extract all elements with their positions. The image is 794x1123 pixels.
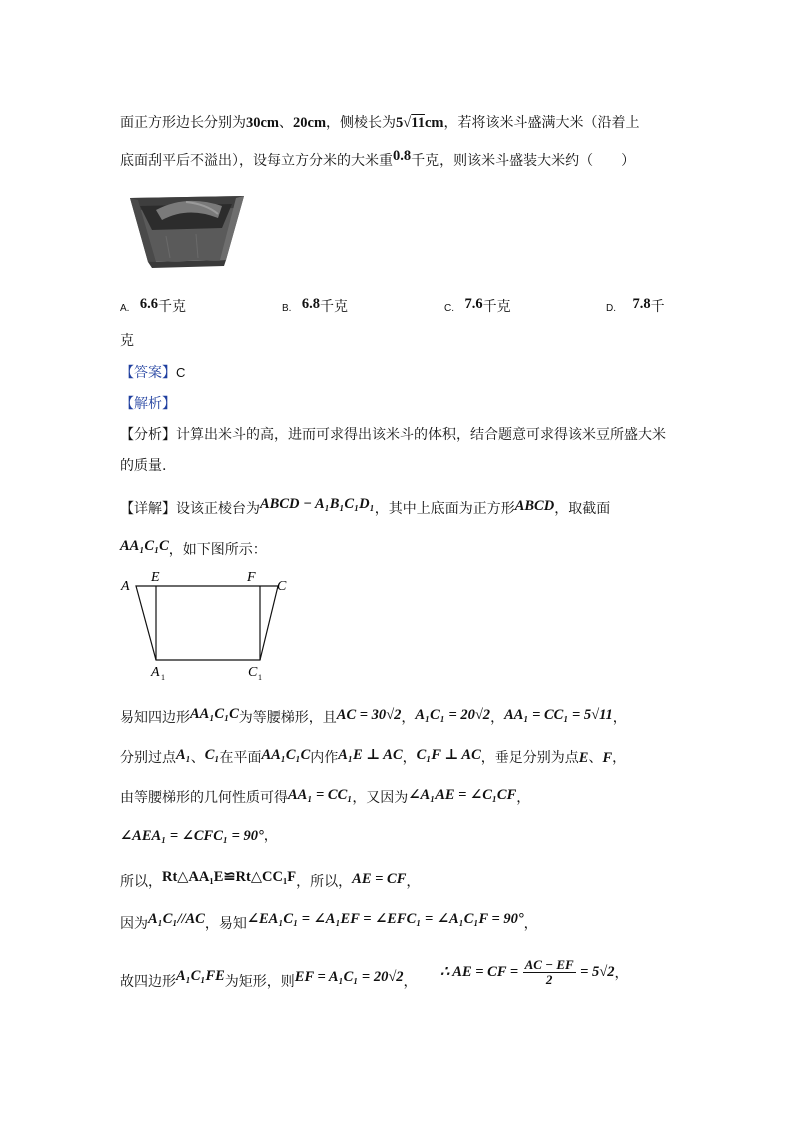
math: AE = CF (352, 871, 407, 887)
math: ∴ AE = CF = (440, 964, 519, 980)
question-text: 面正方形边长分别为 (120, 115, 246, 131)
math: ∠AEA₁ = ∠CFC₁ = 90° (120, 828, 264, 844)
answer-tag: 【答案】 (120, 365, 176, 381)
fraction-numerator: AC − EF (524, 957, 574, 972)
text: 为等腰梯形，且 (238, 710, 337, 726)
text: ， (406, 874, 421, 890)
text: ， (523, 916, 538, 932)
fenxi-tag: 【分析】 (120, 427, 176, 443)
label-a1: A (151, 665, 160, 680)
option-d (606, 297, 665, 319)
text: ，又因为 (352, 790, 409, 806)
math: Rt△AA₁E≌Rt△CC₁F (162, 869, 297, 885)
xiangjie-tag: 【详解】 (120, 501, 176, 517)
bottom-edge-length: 20cm (293, 115, 327, 131)
option-unit: 千克 (158, 299, 187, 315)
text: ，其中上底面为正方形 (374, 501, 515, 517)
section-name: AA₁C₁C (120, 538, 169, 554)
text: ， (516, 790, 531, 806)
fenxi-text: 计算出米斗的高，进而可求得出该米斗的体积，结合题意可求得该米豆所盛大米 (176, 427, 666, 443)
label-f: F (247, 570, 256, 585)
text: ， (263, 828, 278, 844)
math: A₁ (176, 747, 191, 763)
text: 由等腰梯形的几何性质可得 (120, 790, 288, 806)
analysis-heading (120, 394, 176, 414)
option-unit: 千克 (320, 299, 349, 315)
step-7 (120, 968, 418, 992)
text: 易知四边形 (120, 710, 190, 726)
option-letter: D. (606, 303, 616, 314)
option-letter: C. (444, 303, 454, 314)
text: 所以， (120, 874, 162, 890)
text: 故四边形 (120, 974, 176, 990)
step-4 (120, 826, 278, 846)
text: 分别过点 (120, 750, 176, 766)
step-2 (120, 748, 626, 768)
trapezoid-diagram (118, 570, 298, 682)
option-unit: 千 (650, 299, 665, 315)
math: A₁C₁ = 20√2 (415, 707, 491, 723)
step-3 (120, 788, 530, 808)
step-1 (120, 708, 627, 728)
square-name: ABCD (514, 498, 555, 514)
option-b (282, 297, 348, 319)
text: ， (402, 750, 417, 766)
xiangjie-line-2 (120, 540, 267, 560)
answer-line (120, 363, 185, 383)
text: 在平面 (219, 750, 262, 766)
separator: 、 (279, 115, 294, 131)
math: EF = A₁C₁ = 20√2 (294, 969, 404, 985)
xiangjie-line-1 (120, 496, 611, 519)
analysis-tag: 【解析】 (120, 396, 176, 412)
math: AA₁ = CC₁ (288, 787, 353, 803)
fenxi-line-2: 的质量. (120, 458, 167, 474)
text: 设该正棱台为 (176, 501, 260, 517)
math: E (578, 750, 589, 766)
sqrt-sign: √ (403, 115, 412, 131)
answer-value: C (176, 365, 186, 380)
text: ，如下图所示： (168, 542, 267, 558)
math: C₁F ⊥ AC (416, 747, 481, 763)
option-value: 6.8 (301, 296, 321, 312)
rice-bucket-photo (126, 188, 248, 270)
text: 、 (588, 750, 603, 766)
text: ，易知 (204, 916, 247, 932)
text: ， (401, 710, 416, 726)
fenxi-line-1 (120, 425, 666, 445)
math: A₁E ⊥ AC (338, 747, 403, 763)
label-a1-sub: 1 (161, 673, 165, 682)
text: ，取截面 (554, 501, 611, 517)
rice-weight: 0.8 (393, 148, 412, 164)
text: ，所以， (296, 874, 353, 890)
edge-coef: 5 (396, 115, 404, 131)
option-letter: A. (120, 303, 130, 314)
math: ∠EA₁C₁ = ∠A₁EF = ∠EFC₁ = ∠A₁C₁F = 90° (246, 911, 524, 927)
math: A₁C₁FE (176, 968, 225, 984)
question-text: 底面刮平后不溢出），设每立方分米的大米重 (120, 153, 393, 169)
question-text: ，侧棱长为 (326, 115, 397, 131)
text: ， (612, 710, 627, 726)
text: ， (490, 710, 505, 726)
label-a: A (121, 579, 130, 594)
label-c1-sub: 1 (258, 673, 262, 682)
math: AC = 30√2 (336, 707, 402, 723)
question-line-2 (120, 148, 636, 171)
step-7-fraction (440, 958, 628, 987)
question-text: ，若将该米斗盛满大米（沿着上 (443, 115, 640, 131)
question-line-1 (120, 113, 639, 133)
option-value: 7.8 (632, 296, 651, 312)
math: ∠A₁AE = ∠C₁CF (408, 787, 517, 803)
edge-unit: cm (424, 115, 444, 131)
text: 、 (190, 750, 205, 766)
label-c: C (277, 579, 287, 594)
question-text: 千克，则该米斗盛装大米约（ ） (411, 153, 636, 169)
option-unit: 千克 (482, 299, 511, 315)
math: A₁C₁//AC (148, 911, 205, 927)
step-5 (120, 869, 421, 892)
edge-radicand: 11 (411, 115, 425, 131)
text: ， (403, 974, 418, 990)
option-value: 6.6 (139, 296, 159, 312)
math: C₁ (204, 747, 220, 763)
option-d-wrap: 克 (120, 333, 134, 349)
option-value: 7.6 (464, 296, 483, 312)
step-6 (120, 911, 538, 934)
fraction (523, 958, 576, 987)
math: F (602, 750, 613, 766)
fraction-denominator: 2 (545, 972, 553, 987)
text: 为矩形，则 (224, 974, 295, 990)
lateral-edge-length (396, 115, 443, 131)
option-c (444, 297, 511, 319)
text: ，垂足分别为点 (480, 750, 579, 766)
text: ， (612, 750, 627, 766)
text: 因为 (120, 916, 148, 932)
math: = 5√2 (580, 964, 615, 980)
option-a (120, 297, 186, 319)
label-c1: C (248, 665, 258, 680)
label-e: E (151, 570, 160, 585)
math: AA₁C₁C (190, 706, 239, 722)
math: AA₁ = CC₁ = 5√11 (504, 707, 613, 723)
solid-name: ABCD − A₁B₁C₁D₁ (260, 496, 375, 512)
math: AA₁C₁C (261, 747, 311, 763)
option-letter: B. (282, 303, 292, 314)
top-edge-length: 30cm (246, 115, 280, 131)
text: ， (614, 965, 629, 982)
text: 内作 (310, 750, 339, 766)
